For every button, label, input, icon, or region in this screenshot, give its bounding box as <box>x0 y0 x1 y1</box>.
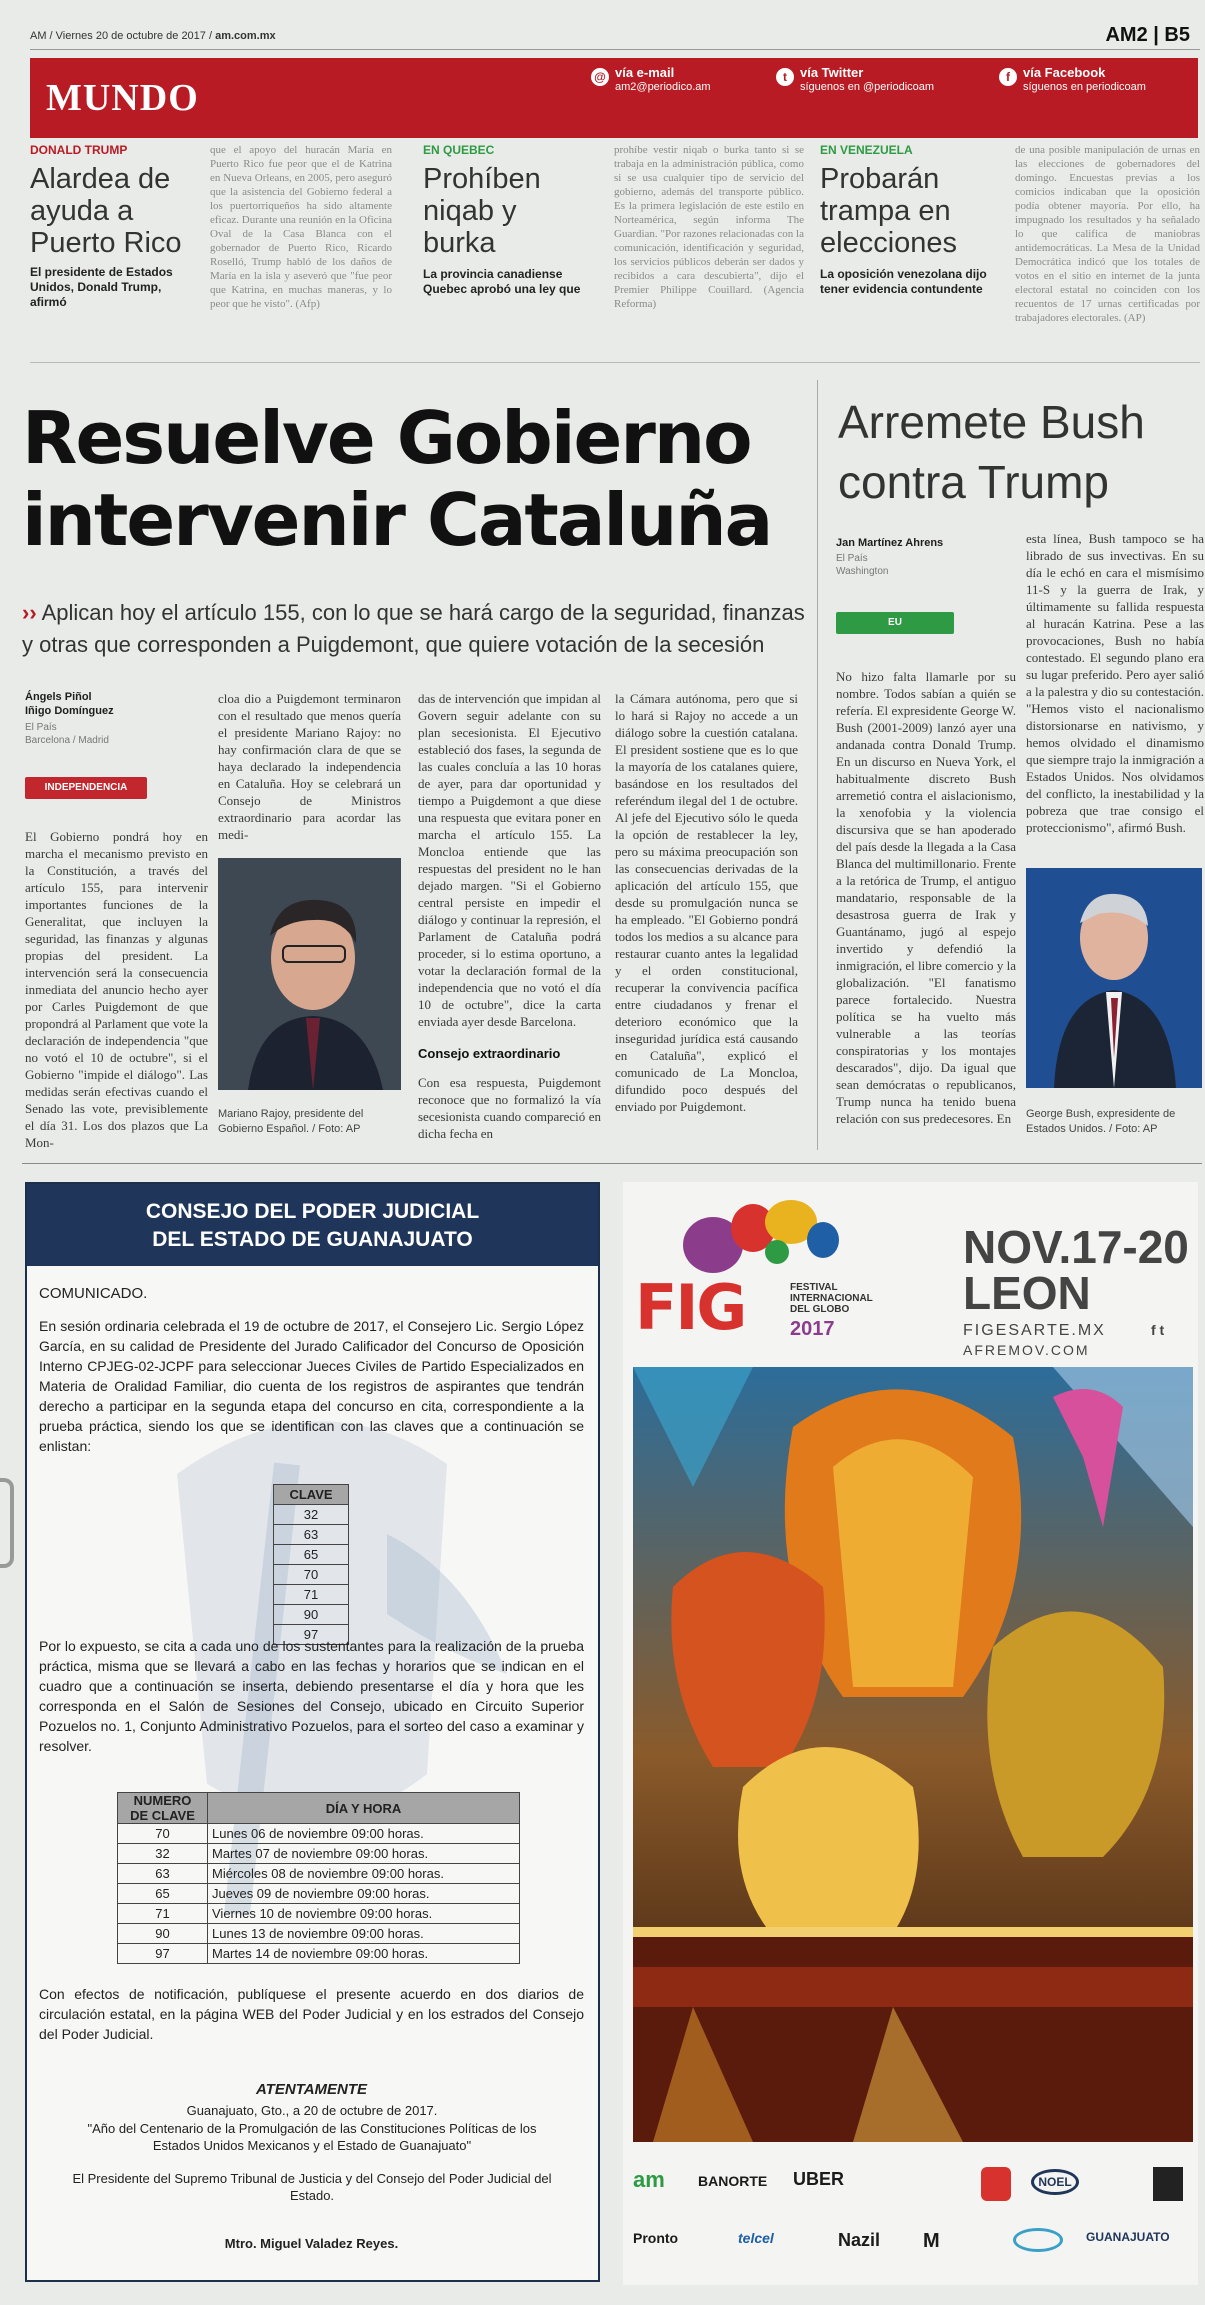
clip-icon <box>0 1478 14 1568</box>
edition-info: AM / Viernes 20 de octubre de 2017 / am.com.mx <box>30 30 276 42</box>
sponsor-logo: UBER <box>793 2169 845 2189</box>
balloon-painting <box>633 1367 1193 2142</box>
at-icon: @ <box>591 68 609 86</box>
table-row: 71 <box>274 1585 349 1605</box>
brief-body: prohíbe vestir niqab o burka tanto si se trabaja en la administración pública, como si se usa cualquier tipo de servicio del gobierno, además del transporte público. Es la primera legislación de este estilo en Norteamérica, según informa The Guardian. "Por razones relacionadas con la comunicación, identificación y seguridad, los servicios públicos deberán ser dados y recibidos a cara descubierta", dijo el Premier Philippe Couillard. (Agencia Reforma) <box>614 144 804 310</box>
article-col4: la Cámara autónoma, pero que si lo hará si Rajoy no accede a un diálogo sobre la cuestión catalana. El president sostiene que es lo que la mayoría de los catalanes quiere, basándose en los resultados del referéndum ilegal del 1 de octubre. Al jefe del Ejecutivo sólo le queda la opción de restablecer la ley, pero su máxima preocupación son las consecuencias derivadas de la aplicación del artículo 155, que desde su promulgación nunca se ha empleado. "El Gobierno pondrá todos los medios a su alcance para restaurar cuanto antes la legalidad y el orden constitucional, recuperar la convivencia pacífica entre ciudadanos y frenar el deterioro económico que la inseguridad jurídica está causando en Cataluña", explicó el comunicado de La Moncloa, difundido poco después del enviado por Puigdemont. <box>615 691 798 1114</box>
table-row: 65 <box>274 1545 349 1565</box>
byline-source: El País Barcelona / Madrid <box>25 722 109 746</box>
twitter-icon: t <box>776 68 794 86</box>
sponsor-logo: GUANAJUATO <box>1086 2230 1170 2244</box>
brief-dek: La provincia canadiense Quebec aprobó una ley que <box>423 267 581 296</box>
column-divider <box>817 380 818 1150</box>
notice-paragraph-2: Por lo expuesto, se cita a cada uno de los sustentantes para la realización de la prueba práctica, misma que se llevará a cabo en las fechas y horarios que se indican en el cuadro que a continuación se inserta, debiendo presentarse el día y hora que les corresponda en el Salón de Sesiones del Consejo, ubicado en Circuito Superior Pozuelos no. 1, Conjunto Administrativo Pozuelos, para el sorteo del caso a examinar y resolver. <box>39 1638 584 1754</box>
photo-caption: George Bush, expresidente de Estados Unidos. / Foto: AP <box>1026 1108 1176 1135</box>
brief-venezuela <box>820 143 990 297</box>
sponsor-logo: am <box>633 2167 665 2192</box>
notice-paragraph-3: Con efectos de notificación, publíquese el presente acuerdo en dos diarios de circulación estatal, en la página WEB del Poder Judicial y en los estrados del Consejo del Poder Judicial. <box>39 1986 584 2042</box>
festival-ad <box>623 1182 1198 2285</box>
article-col3: das de intervención que impidan al Govern seguir adelante con su plan secesionista. El Ejecutivo estableció dos fases, la segunda de las cuales concluía a las 10 horas de ayer, para dar oportunidad y tiempo a Puigdemont a que diese una respuesta que evitara poner en marcha el artículo 155. La Moncloa entiende que las respuestas del president no le han dejado margen. "Si el Gobierno central persiste en impedir el diálogo y continuar la represión, el Parlament de Cataluña podrá proceder, si lo estima oportuno, a votar la declaración formal de la independencia que no votó el día 10 de octubre", dice la carta enviada ayer desde Barcelona. <box>418 691 601 1029</box>
festival-website[interactable]: FIGESARTE.MX <box>963 1322 1106 1339</box>
article-col3b: Con esa respuesta, Puigdemont reconoce que no formalizó la vía secesionista cuando compareció en dicha fecha en <box>418 1075 601 1141</box>
sponsor-logo: M <box>923 2230 940 2252</box>
bush-portrait <box>1026 868 1202 1088</box>
table-row: 70 Lunes 06 de noviembre 09:00 horas. <box>118 1824 520 1844</box>
painting-artwork <box>633 1367 1193 2142</box>
sponsor-logo: telcel <box>738 2230 774 2246</box>
section-title: MUNDO <box>46 77 199 119</box>
bush-byline <box>836 537 976 578</box>
brief-kicker: EN VENEZUELA <box>820 143 913 157</box>
bush-col2: esta línea, Bush tampoco se ha librado de sus invectivas. En su día le echó en cara el mismísimo 11-S y la guerra de Irak, y últimamente su fallida respuesta al huracán Katrina. Pese a las provocaciones, Bush no había contestado. El segundo plano era su lugar preferido. Pero ayer salió a la palestra y dio su contestación. "Hemos visto el nacionalismo distorsionarse en nativismo, y hemos olvidado el dinamismo que siempre trajo la inmigración a Estados Unidos. Nos olvidamos del conflicto, la inestabilidad y la pobreza que trae consigo el proteccionismo", afirmó Bush. <box>1026 531 1204 835</box>
bush-headline: Arremete Bush contra Trump <box>838 396 1145 508</box>
sponsor-logo <box>1153 2167 1183 2201</box>
page-number: AM2 | B5 <box>1105 24 1190 46</box>
twitter-contact[interactable]: t vía Twitter síguenos en @periodicoam <box>800 66 934 94</box>
notice-atentamente: ATENTAMENTE <box>255 2081 368 2098</box>
byline <box>25 690 215 747</box>
article-col1: El Gobierno pondrá hoy en marcha el mecanismo previsto en la Constitución, a través del artículo 155, para intervenir importantes funciones de la Generalitat, que incluyen la seguridad, las finanzas y algunas propias del president. La intervención será la consecuencia inmediata del anuncio hecho ayer por Carles Puigdemont de que propondrá al Parlament que vote la declaración de independencia "que no votó el 10 de octubre", si el Gobierno "impide el diálogo". Las medidas serán efectivas cuando el Senado las vote, previsiblemente el día 31. Los dos plazos que La Mon- <box>25 829 208 1150</box>
brief-dek: La oposición venezolana dijo tener evidencia contundente <box>820 267 987 296</box>
page-header <box>30 24 1200 50</box>
brief-kicker: EN QUEBEC <box>423 143 495 157</box>
judicial-notice <box>25 1182 600 2282</box>
notice-heading: COMUNICADO. <box>39 1285 148 1302</box>
brief-trump <box>30 143 200 310</box>
table-row: 71 Viernes 10 de noviembre 09:00 horas. <box>118 1904 520 1924</box>
brief-kicker: DONALD TRUMP <box>30 143 128 157</box>
table-row: 63 <box>274 1525 349 1545</box>
author-names: Ángels Piñol Iñigo Domínguez <box>25 691 114 717</box>
balloons-icon <box>673 1200 843 1280</box>
brief-dek: El presidente de Estados Unidos, Donald Trump, afirmó <box>30 265 173 309</box>
bush-photo <box>1026 868 1202 1088</box>
notice-title: CONSEJO DEL PODER JUDICIAL DEL ESTADO DE GUANAJUATO <box>27 1184 598 1266</box>
email-contact[interactable]: @ vía e-mail am2@periodico.am <box>615 66 711 94</box>
photo-caption: Mariano Rajoy, presidente del Gobierno Español. / Foto: AP <box>218 1108 364 1135</box>
author-name: Jan Martínez Ahrens <box>836 537 944 549</box>
sponsor-logo <box>1013 2228 1063 2252</box>
fig-logo: FIG <box>635 1271 746 1344</box>
brief-headline: Prohíben niqab y burka <box>423 163 541 259</box>
notice-paragraph-1: En sesión ordinaria celebrada el 19 de octubre de 2017, el Consejero Lic. Sergio López García, en su calidad de Presidente del Jurado Calificador del Concurso de Oposición Interno CPJEG-02-JCPF para seleccionar Jueces Civiles de Partido Especializados en Materia de Oralidad Familiar, dio cuenta de los registros de aspirantes que tendrán derecho a participar en la segunda etapa del concurso en cita, correspondiente a la prueba práctica, siendo los que se identifican con las claves que a continuación se enlistan: <box>39 1318 584 1454</box>
notice-signer-title: El Presidente del Supremo Tribunal de Justicia y del Consejo del Poder Judicial del Estado. <box>72 2171 552 2203</box>
brief-headline: Probarán trampa en elecciones <box>820 163 958 259</box>
social-icons[interactable]: f t <box>1151 1322 1165 1338</box>
notice-motto: "Año del Centenario de la Promulgación de las Constituciones Políticas de los Estados Unidos Mexicanos y el Estado de Guanajuato" <box>87 2121 537 2153</box>
byline-source: El País Washington <box>836 553 889 577</box>
table-row: 32 <box>274 1505 349 1525</box>
main-deck: ›› Aplican hoy el artículo 155, con lo que se hará cargo de la seguridad, finanzas y otras que corresponden a Puigdemont, que quiere votación de la secesión <box>22 600 805 657</box>
festival-dates: NOV.17-20 LEON <box>963 1221 1189 1319</box>
sponsor-logo: BANORTE <box>698 2173 768 2189</box>
brief-headline: Alardea de ayuda a Puerto Rico <box>30 163 182 259</box>
table-row: 63 Miércoles 08 de noviembre 09:00 horas. <box>118 1864 520 1884</box>
section-banner <box>30 58 1198 138</box>
table-row: 90 <box>274 1605 349 1625</box>
main-headline: Resuelve Gobierno intervenir Cataluña <box>22 396 772 562</box>
table-header: NUMERO DE CLAVE <box>118 1793 208 1824</box>
table-row: 90 Lunes 13 de noviembre 09:00 horas. <box>118 1924 520 1944</box>
bush-col1: No hizo falta llamarle por su nombre. Todos sabían a quién se refería. El expresidente George W. Bush (2001-2009) lanzó ayer una andanada contra Donald Trump. En un discurso en Nueva York, el habitualmente discreto Bush arremetió contra el aislacionismo, la xenofobia y la violencia discursiva que se han apoderado del país desde la llegada a la Casa Blanca del multimillonario. Frente a la retórica de Trump, el antiguo mandatario, responsable de la desastrosa guerra de Irak y Guantánamo, jugó al espejo invertido y defendió la inmigración, el libre comercio y la globalización. "El fanatismo parece fortalecido. Nuestra política se ha vuelto más vulnerable a las teorías conspiratorias y los montajes descarados", dijo. Da igual que sean demócratas o republicanos, Trump nunca ha tenido buena relación con sus predecesores. En <box>836 669 1016 1126</box>
table-row: 70 <box>274 1565 349 1585</box>
arrow-icon: ›› <box>22 600 37 625</box>
table-row: 65 Jueves 09 de noviembre 09:00 horas. <box>118 1884 520 1904</box>
festival-year: 2017 <box>790 1318 835 1340</box>
table-row: 97 Martes 14 de noviembre 09:00 horas. <box>118 1944 520 1964</box>
clave-table <box>273 1484 349 1645</box>
table-header: CLAVE <box>274 1485 349 1505</box>
facebook-contact[interactable]: f vía Facebook síguenos en periodicoam <box>1023 66 1146 94</box>
brief-quebec <box>423 143 588 297</box>
bush-tag: EU <box>836 612 954 634</box>
sponsor-logo: NOEL <box>1031 2169 1079 2195</box>
festival-name: FESTIVAL INTERNACIONAL DEL GLOBO <box>790 1282 873 1315</box>
article-subhead: Consejo extraordinario <box>418 1046 561 1061</box>
notice-signer: Mtro. Miguel Valadez Reyes. <box>224 2236 399 2251</box>
table-header: DÍA Y HORA <box>208 1793 520 1824</box>
artist-website[interactable]: AFREMOV.COM <box>963 1342 1090 1358</box>
table-row: 32 Martes 07 de noviembre 09:00 horas. <box>118 1844 520 1864</box>
sponsor-logo: Nazil <box>838 2230 881 2250</box>
facebook-icon: f <box>999 68 1017 86</box>
schedule-table <box>117 1792 520 1964</box>
brief-body: que el apoyo del huracán María en Puerto Rico fue peor que el de Katrina en Nueva Orleans, en 2005, pero aseguró que la asistencia del Gobierno federal a los puertorriqueños ha sido altamente eficaz. Durante una reunión en la Oficina Oval de la Casa Blanca con el gobernador de Puerto Rico, Ricardo Roselló, Trump habló de los daños de María en la isla y aseveró que "fue peor que Katrina, en muchas maneras, y lo peor que he visto". (Afp) <box>210 144 392 310</box>
sponsor-logo: Pronto <box>633 2230 679 2246</box>
section-divider <box>22 1163 1202 1164</box>
notice-place-date: Guanajuato, Gto., a 20 de octubre de 2017. <box>186 2103 438 2118</box>
sponsor-logo <box>981 2167 1011 2201</box>
rajoy-portrait <box>218 858 401 1090</box>
section-tag: INDEPENDENCIA <box>25 777 147 799</box>
brief-body: de una posible manipulación de urnas en las elecciones de gobernadores del domingo. Encuestas previas a los comicios indicaban que la oposición podía obtener mayoría. Por ello, ha impugnado los resultados y ha señalado lo que califica de maniobras antidemocráticas. La Mesa de la Unidad Democrática indicó que los totales de votos en el sitio en internet de la junta electoral estatal no coinciden con los recuentos de 17 urnas certificadas por trabajadores electorales. (AP) <box>1015 144 1200 324</box>
table-row: 97 <box>274 1625 349 1645</box>
divider <box>30 362 1200 363</box>
rajoy-photo <box>218 858 401 1090</box>
article-col2: cloa dio a Puigdemont terminaron con el resultado que menos quería el presidente Mariano Rajoy: no hay confirmación clara de que se haya declarado la independencia en Cataluña. Hoy se celebrará un Consejo de Ministros extraordinario para acordar las medi- <box>218 691 401 842</box>
